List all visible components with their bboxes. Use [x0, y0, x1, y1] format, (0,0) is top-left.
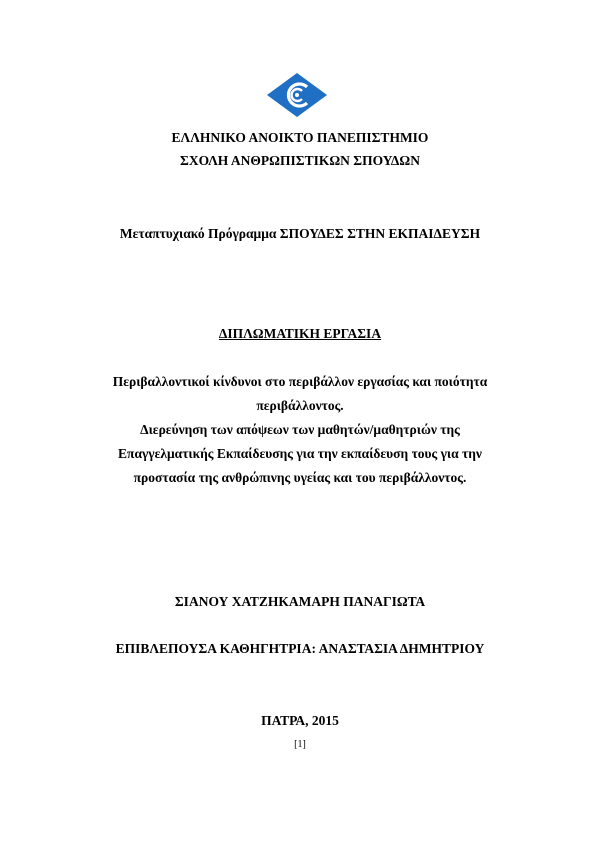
school-name: ΣΧΟΛΗ ΑΝΘΡΩΠΙΣΤΙΚΩΝ ΣΠΟΥΔΩΝ [180, 153, 420, 168]
thesis-title-line: περιβάλλοντος. [256, 398, 344, 413]
page-number: [1] [294, 739, 306, 750]
university-name: ΕΛΛΗΝΙΚΟ ΑΝΟΙΚΤΟ ΠΑΝΕΠΙΣΤΗΜΙΟ [171, 130, 429, 145]
thesis-title-line: προστασία της ανθρώπινης υγείας και του περιβάλλοντος. [133, 470, 467, 485]
document-type: ΔΙΠΛΩΜΑΤΙΚΗ ΕΡΓΑΣΙΑ [218, 326, 382, 341]
eap-university-logo-icon [266, 72, 328, 118]
program-name: Μεταπτυχιακό Πρόγραμμα ΣΠΟΥΔΕΣ ΣΤΗΝ ΕΚΠΑΙΔΕΥΣΗ [119, 226, 481, 241]
thesis-title-line: Διερεύνηση των απόψεων των μαθητών/μαθητριών της [140, 422, 460, 437]
thesis-title-line: Περιβαλλοντικοί κίνδυνοι στο περιβάλλον εργασίας και ποιότητα [112, 374, 488, 389]
thesis-title-line: Επαγγελματικής Εκπαίδευσης για την εκπαίδευση τους για την [118, 446, 482, 461]
author-name: ΣΙΑΝΟΥ ΧΑΤΖΗΚΑΜΑΡΗ ΠΑΝΑΓΙΩΤΑ [174, 594, 426, 609]
supervisor-line: ΕΠΙΒΛΕΠΟΥΣΑ ΚΑΘΗΓΗΤΡΙΑ: ΑΝΑΣΤΑΣΙΑ ΔΗΜΗΤΡΙΟΥ [115, 641, 485, 656]
place-and-date: ΠΑΤΡΑ, 2015 [261, 713, 339, 728]
